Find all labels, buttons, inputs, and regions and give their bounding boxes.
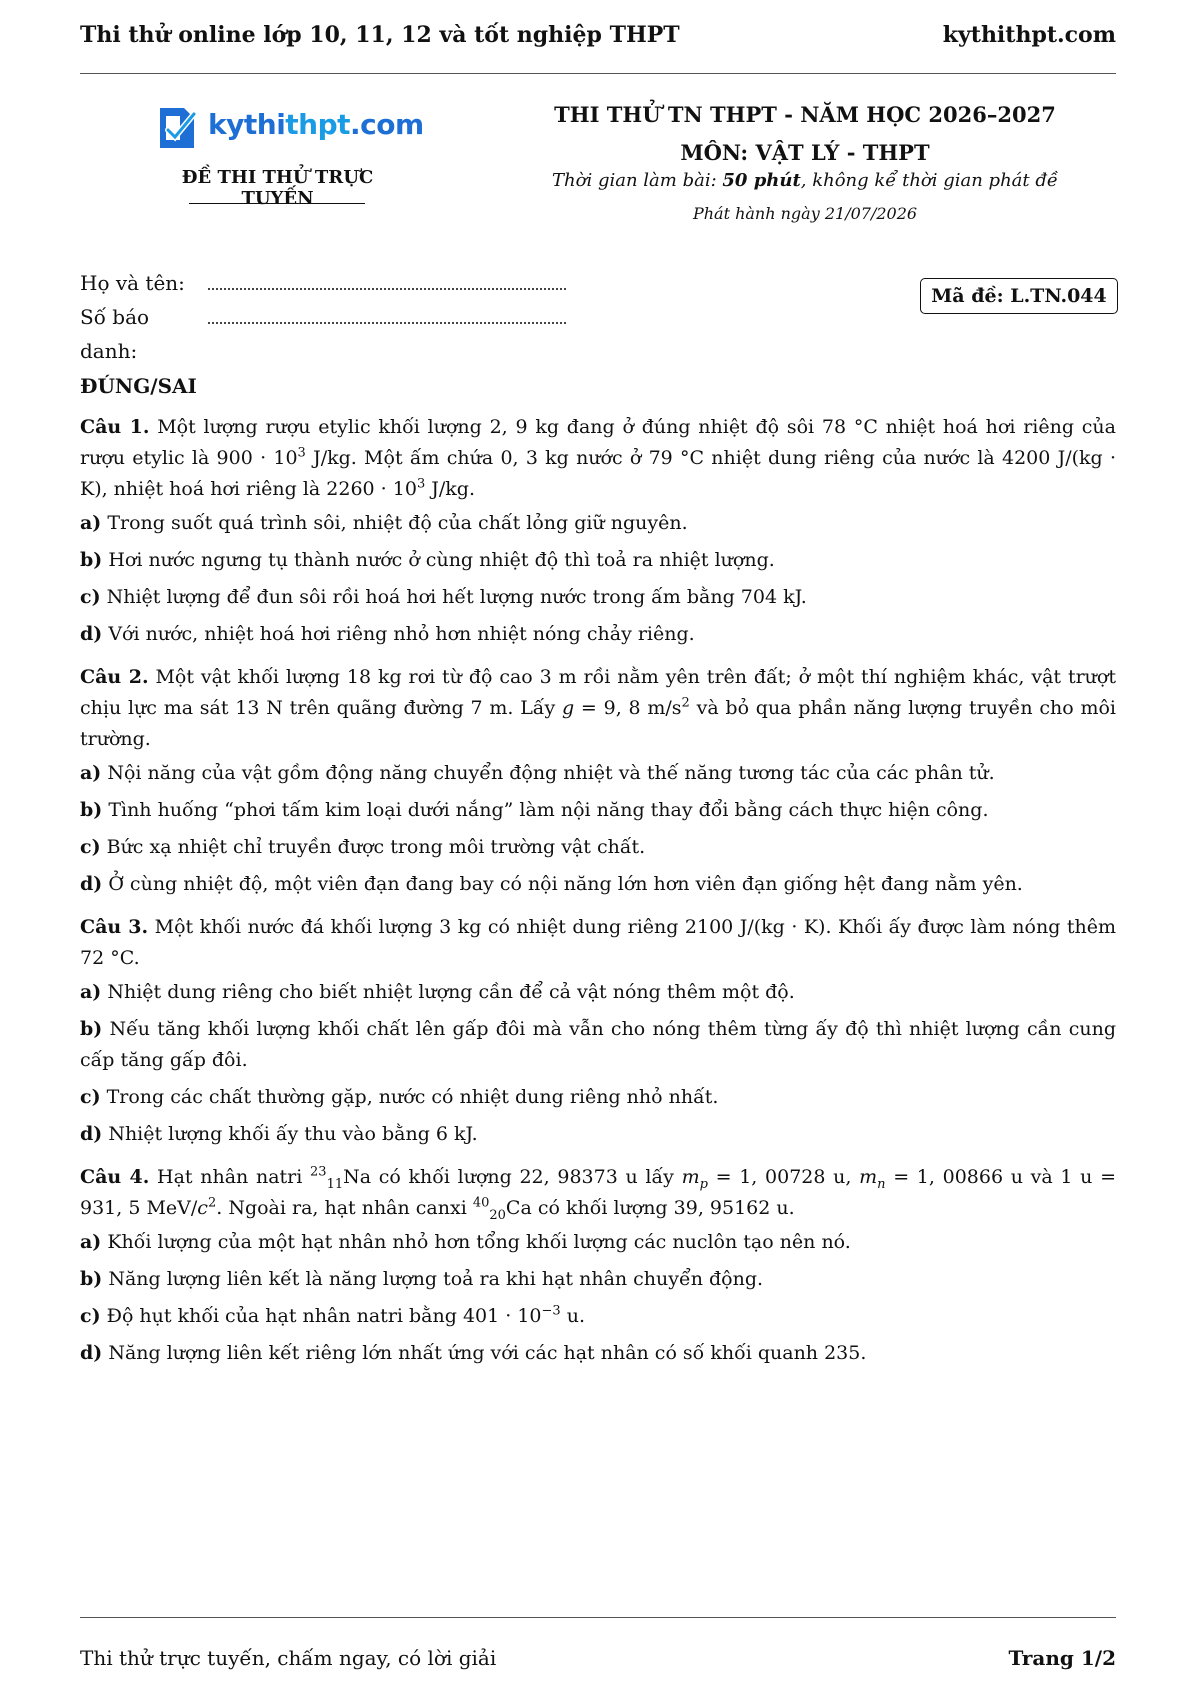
header-left-text: Thi thử online lớp 10, 11, 12 và tốt nghiệp THPT xyxy=(80,22,680,48)
option-c: c) Nhiệt lượng để đun sôi rồi hoá hơi hết lượng nước trong ấm bằng 704 kJ. xyxy=(80,586,807,608)
question-2 xyxy=(80,662,1116,900)
option-b: b) Năng lượng liên kết là năng lượng toả ra khi hạt nhân chuyển động. xyxy=(80,1268,764,1290)
question-stem: Câu 3. Một khối nước đá khối lượng 3 kg có nhiệt dung riêng 2100 J/(kg · K). Khối ấy được làm nóng thêm 72 °C. xyxy=(80,916,1116,969)
issue-date: Phát hành ngày 21/07/2026 xyxy=(692,204,918,223)
option-d: d) Nhiệt lượng khối ấy thu vào bằng 6 kJ. xyxy=(80,1123,478,1145)
question-3 xyxy=(80,912,1116,1150)
option-d: d) Ở cùng nhiệt độ, một viên đạn đang bay có nội năng lớn hơn viên đạn giống hệt đang nằm yên. xyxy=(80,873,1023,895)
option-d: d) Với nước, nhiệt hoá hơi riêng nhỏ hơn nhiệt nóng chảy riêng. xyxy=(80,623,695,645)
check-document-icon xyxy=(154,102,200,154)
option-c: c) Bức xạ nhiệt chỉ truyền được trong môi trường vật chất. xyxy=(80,836,646,858)
header-site-name: kythithpt.com xyxy=(942,22,1116,48)
student-id-label: Số báo danh: xyxy=(80,305,150,363)
option-b: b) Hơi nước ngưng tụ thành nước ở cùng nhiệt độ thì toả ra nhiệt lượng. xyxy=(80,549,775,571)
questions-body xyxy=(80,412,1116,1381)
footer-rule xyxy=(80,1617,1116,1618)
section-heading: ĐÚNG/SAI xyxy=(80,374,197,398)
option-b: b) Tình huống “phơi tấm kim loại dưới nắng” làm nội năng thay đổi bằng cách thực hiện công. xyxy=(80,799,989,821)
option-a: a) Nhiệt dung riêng cho biết nhiệt lượng cần để cả vật nóng thêm một độ. xyxy=(80,981,795,1003)
option-b: b) Nếu tăng khối lượng khối chất lên gấp đôi mà vẫn cho nóng thêm từng ấy độ thì nhiệt lượng cần cung cấp tăng gấp đôi. xyxy=(80,1018,1116,1071)
page-number: Trang 1/2 xyxy=(1008,1646,1116,1670)
student-info xyxy=(80,266,566,368)
question-1 xyxy=(80,412,1116,650)
question-stem: Câu 1. Một lượng rượu etylic khối lượng 2, 9 kg đang ở đúng nhiệt độ sôi 78 °C nhiệt hoá hơi riêng của rượu etylic là $900 \cdot 10^3$ J/kg. Một ấm chứa 0, 3 kg nước ở 79 °C nhiệt dung riêng của nước là 4200 J/(kg · K), nhiệt hoá hơi riêng là $2260 \cdot 10^3$ J/kg. xyxy=(80,416,1116,500)
option-d: d) Năng lượng liên kết riêng lớn nhất ứng với các hạt nhân có số khối quanh 235. xyxy=(80,1342,867,1364)
option-a: a) Nội năng của vật gồm động năng chuyển động nhiệt và thế năng tương tác của các phân tử. xyxy=(80,762,995,784)
option-c: c) Độ hụt khối của hạt nhân natri bằng $401 \cdot 10^{-3}$ u. xyxy=(80,1303,586,1327)
footer-tagline: Thi thử trực tuyến, chấm ngay, có lời giải xyxy=(80,1646,497,1670)
question-4 xyxy=(80,1162,1116,1369)
name-field[interactable] xyxy=(208,274,566,290)
option-a: a) Trong suốt quá trình sôi, nhiệt độ của chất lỏng giữ nguyên. xyxy=(80,512,688,534)
running-header xyxy=(80,22,1116,52)
time-note: Thời gian làm bài: 50 phút, không kể thời gian phát đề xyxy=(552,170,1058,191)
header-rule xyxy=(80,73,1116,74)
exam-title-block xyxy=(520,96,1090,172)
student-id-field[interactable] xyxy=(208,308,566,324)
site-logo xyxy=(150,98,424,158)
online-label-underline xyxy=(189,203,365,204)
online-exam-label: ĐỀ THI THỬ TRỰC TUYẾN xyxy=(181,167,374,209)
time-value: 50 phút xyxy=(722,170,801,191)
name-label: Họ và tên: xyxy=(80,271,185,295)
option-a: a) Khối lượng của một hạt nhân nhỏ hơn tổng khối lượng các nuclôn tạo nên nó. xyxy=(80,1231,851,1253)
question-stem: Câu 4. Hạt nhân natri $^{23}_{11}$Na có khối lượng 22, 98373 u lấy $m_p = 1$, 00728 u, $m_n = 1$, 00866 u và 1 u = 931, 5 MeV/$c^2$. Ngoài ra, hạt nhân canxi $^{40}_{20}$Ca có khối lượng 39, 95162 u. xyxy=(80,1164,1117,1223)
question-stem: Câu 2. Một vật khối lượng 18 kg rơi từ độ cao 3 m rồi nằm yên trên đất; ở một thí nghiệm khác, vật trượt chịu lực ma sát 13 N trên quãng đường 7 m. Lấy g = 9, 8 $m/s^2$ và bỏ qua phần năng lượng truyền cho môi trường. xyxy=(80,666,1116,750)
exam-subject: MÔN: VẬT LÝ - THPT xyxy=(680,140,930,165)
option-c: c) Trong các chất thường gặp, nước có nhiệt dung riêng nhỏ nhất. xyxy=(80,1086,719,1108)
logo-wordmark: kythithpt.com xyxy=(208,108,424,141)
exam-title: THI THỬ TN THPT - NĂM HỌC 2026–2027 xyxy=(554,102,1056,127)
exam-code-box: Mã đề: L.TN.044 xyxy=(920,278,1118,314)
